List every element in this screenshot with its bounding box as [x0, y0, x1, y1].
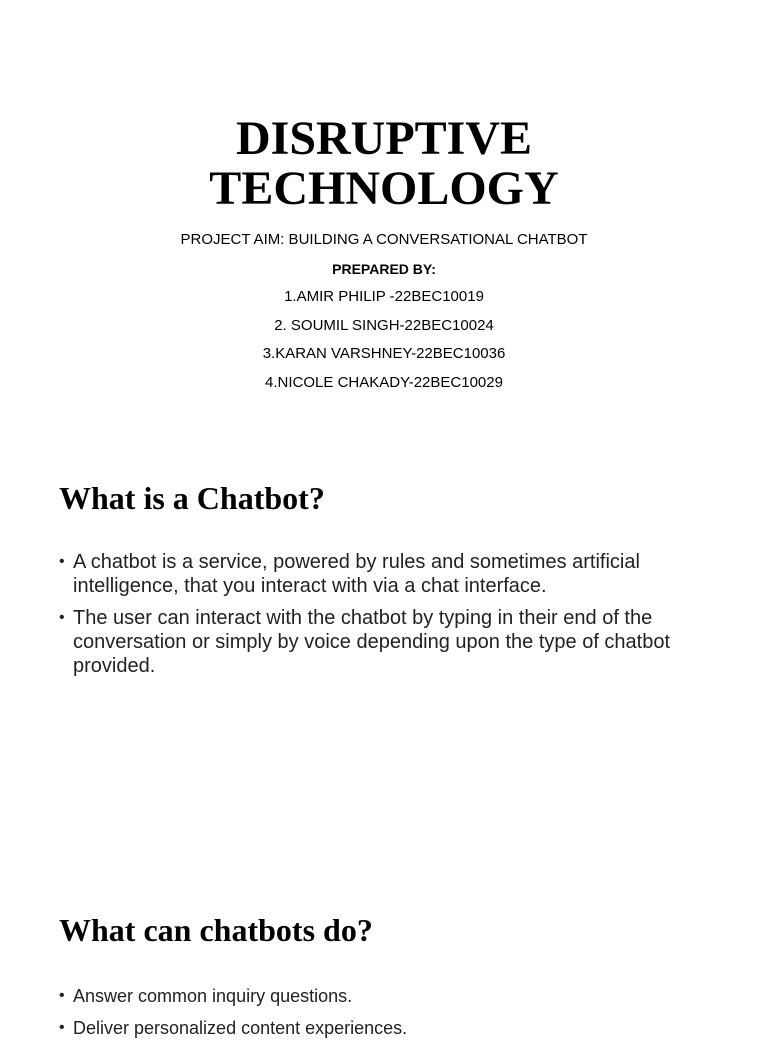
bullet-item [59, 550, 709, 598]
bullet-text: Answer common inquiry questions. [73, 986, 353, 1006]
bullet-dot-icon: • [59, 1019, 65, 1036]
bullet-dot-icon: • [59, 553, 65, 570]
prepared-by-label: PREPARED BY: [332, 261, 436, 277]
bullet-dot-icon: • [59, 609, 65, 626]
author-item: 2. SOUMIL SINGH-22BEC10024 [274, 316, 494, 334]
section-title-what-is-chatbot: What is a Chatbot? [59, 480, 325, 516]
title-line-1: DISRUPTIVE [235, 112, 533, 165]
bullet-text: Deliver personalized content experiences. [73, 1018, 408, 1038]
bullet-dot-icon: • [59, 987, 65, 1004]
project-aim: PROJECT AIM: BUILDING A CONVERSATIONAL CHATBOT [180, 231, 588, 248]
chatbot-bullet-list [59, 550, 709, 686]
section-title-what-can-chatbots-do: What can chatbots do? [59, 912, 373, 948]
bullet-text: The user can interact with the chatbot by typing in their end of the conversation or simply by voice depending upon the type of chatbot provided. [73, 607, 671, 677]
bullet-item [59, 1016, 709, 1040]
capabilities-bullet-list [59, 984, 709, 1048]
bullet-item [59, 606, 709, 678]
bullet-text: A chatbot is a service, powered by rules and sometimes artificial intelligence, that you interact with via a chat interface. [73, 551, 640, 597]
author-item: 4.NICOLE CHAKADY-22BEC10029 [265, 374, 503, 392]
bullet-item [59, 984, 709, 1008]
author-item: 1.AMIR PHILIP -22BEC10019 [284, 288, 484, 305]
title-line-2: TECHNOLOGY [209, 162, 559, 215]
author-item: 3.KARAN VARSHNEY-22BEC10036 [262, 345, 506, 363]
